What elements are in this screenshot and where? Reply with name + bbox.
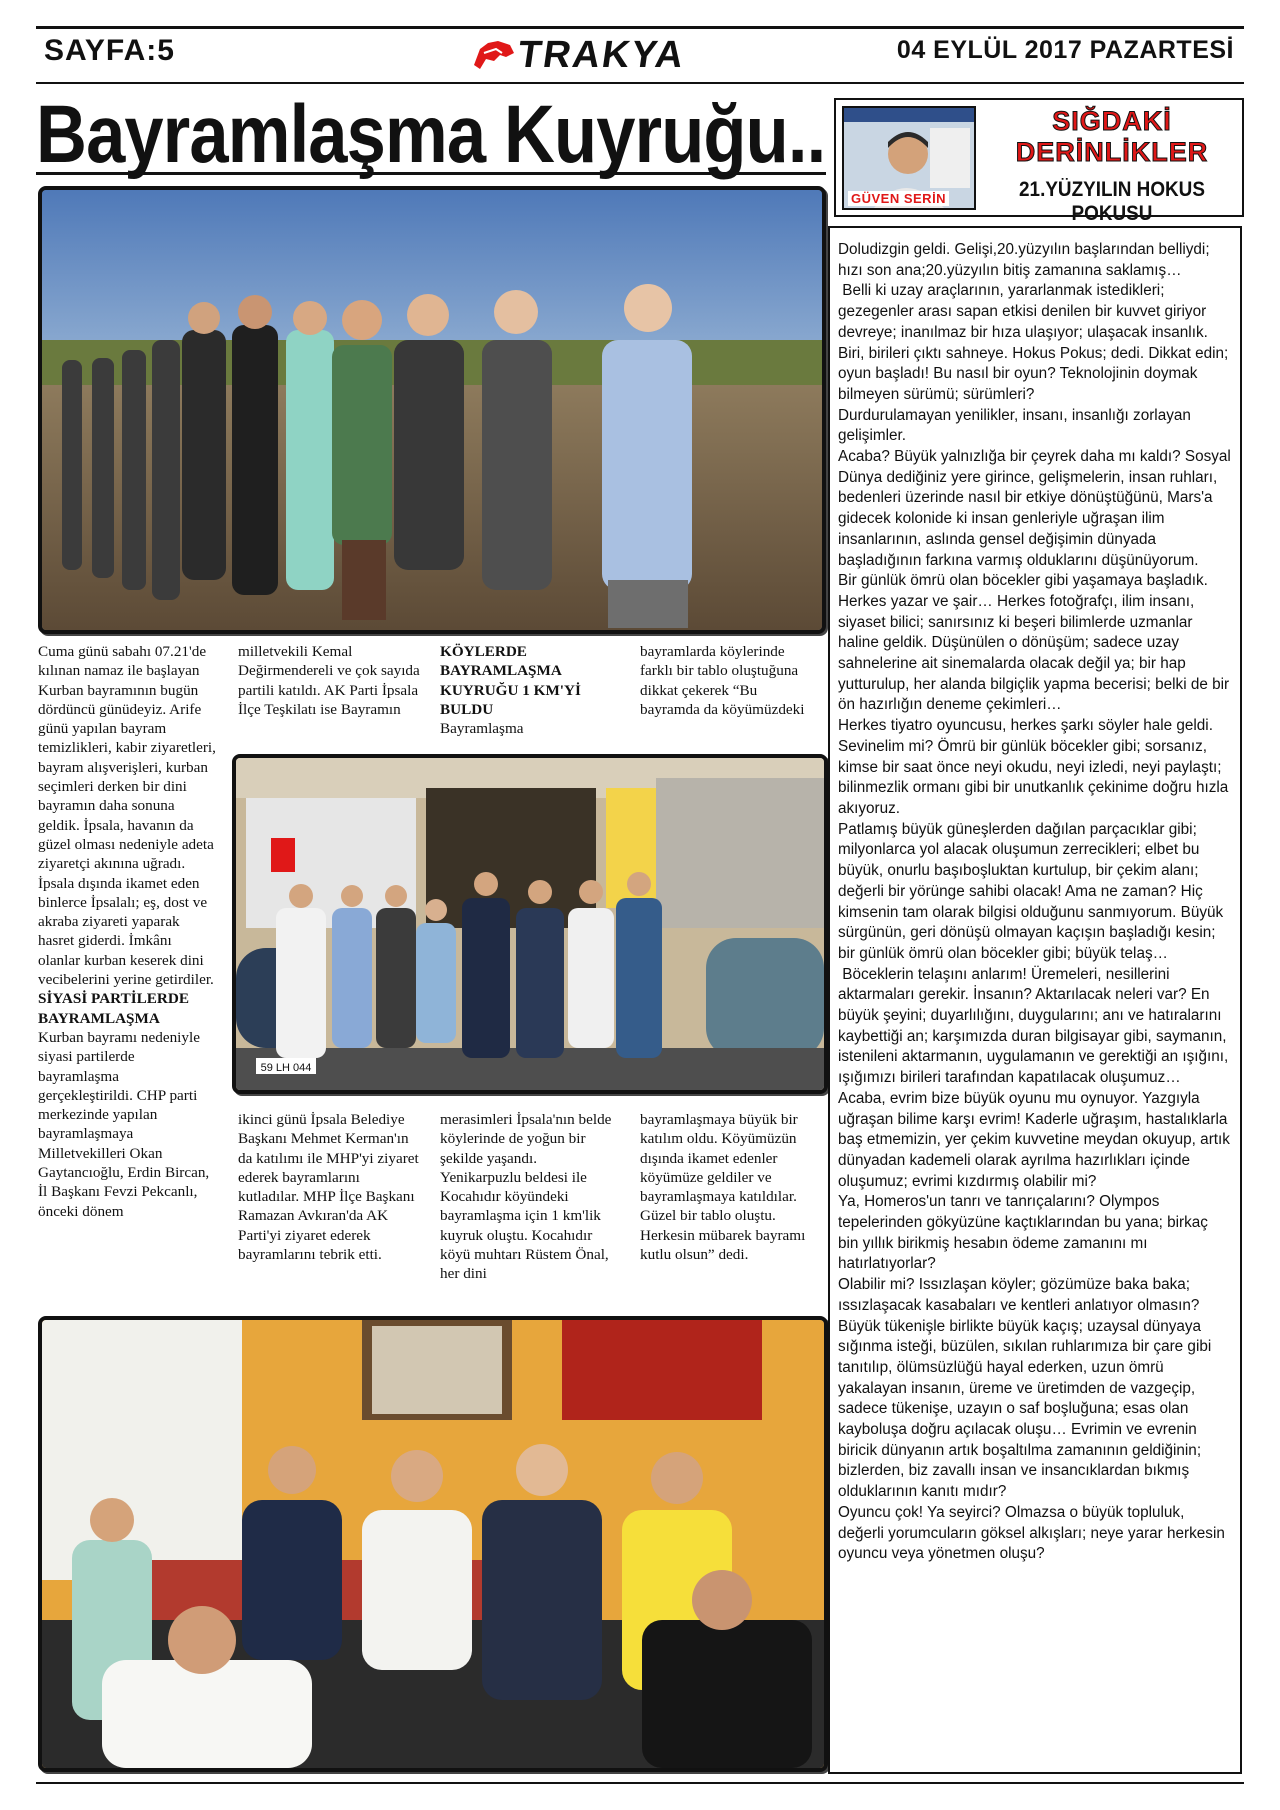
logo-wordmark: TRAKYA <box>515 33 688 76</box>
article-paragraph: Bayramlaşma <box>440 720 524 738</box>
author-name: GÜVEN SERİN <box>848 191 949 206</box>
article-col-3-cont <box>440 1110 620 1284</box>
article-paragraph: merasimleri İpsala'nın belde köylerinde de yoğun bir şekilde yaşandı. Yenikarpuzlu beldesi ile Kocahıdır köyündeki bayramlaşma için 1 km'lik kuyruk oluştu. Kocahıdır köyü muhtarı Rüstem Önal, her dini <box>440 1111 612 1283</box>
article-col-2-cont <box>238 1110 420 1264</box>
article-paragraph: milletvekili Kemal Değirmendereli ve çok sayıda partili katıldı. AK Parti İpsala İlçe Teşkilatı ise Bayramın <box>238 643 420 718</box>
essay-title: 21.YÜZYILIN HOKUS POKUSU <box>1019 178 1205 225</box>
article-col-4-cont <box>640 1110 820 1264</box>
column-section-title: SIĞDAKİ DERİNLİKLER <box>1015 106 1209 167</box>
article-col-4 <box>640 642 820 719</box>
article-paragraph: bayramlarda köylerinde farklı bir tablo oluştuğuna dikkat çekerek “Bu bayramda da köyümüzdeki <box>640 643 805 718</box>
article-subheading: KÖYLERDE BAYRAMLAŞMA KUYRUĞU 1 KM'Yİ BULDU <box>440 643 581 718</box>
article-paragraph: ikinci günü İpsala Belediye Başkanı Mehmet Kerman'ın da katılımı ile MHP'yi ziyaret ederek bayramlarını kutladılar. MHP İlçe Başkanı Ramazan Avkıran'da AK Parti'yi ziyaret ederek bayramlarını tebrik etti. <box>238 1111 419 1264</box>
bottom-rule <box>36 1782 1244 1784</box>
issue-date: 04 EYLÜL 2017 PAZARTESİ <box>896 36 1234 64</box>
trakya-map-icon <box>470 35 516 75</box>
masthead-logo <box>470 32 710 78</box>
article-paragraph: bayramlaşmaya büyük bir katılım oldu. Köyümüzün dışında ikamet edenler köyümüze geldiler ve bayramlaşmaya katıldılar. Güzel bir tablo oluştu. Herkesin mübarek bayramı kutlu olsun” dedi. <box>640 1111 806 1264</box>
top-rule <box>36 26 1244 29</box>
essay-body: Doludizgin geldi. Gelişi,20.yüzyılın başlarından belliydi; hızı son ana;20.yüzyılın bitiş zamanına saklamış… Belli ki uzay araçlarının, yararlanmak istedikleri; gezegenler arası sapan etkisi denilen bir kuvvet giriyor devreye; inanılmaz bir hıza ulaşıyor; ulaşacak insanlık. Biri, birileri çıktı sahneye. Hokus Pokus; dedi. Dikkat edin; oyun başladı! Bu nasıl bir oyun? Teknolojinin doymak bilmeyen sürümü; sürümleri? Durdurulamayan yenilikler, insanı, insanlığı zorlayan gelişimler. Acaba? Büyük yalnızlığa bir çeyrek daha mı kaldı? Sosyal Dünya dediğiniz yere girince, gelişmelerin, insan ruhları, bedenleri üzerinde nasıl bir etkiye dönüştüğünü, Mars'a gidecek kolonide ki insan genleriyle uğraşan ilim insanlarının, aslında gensel değişimin dünyada başladığının farkına varmış olduklarını düşünüyorum. Bir günlük ömrü olan böcekler gibi yaşamaya başladık. Herkes yazar ve şair… Herkes fotoğrafçı, ilim insanı, siyaset bilici; sanırsınız ki beşeri bilimlerde uzmanlar haline geldik. Düşünülen o dönüşüm; sadece uzay sahnelerine ait sinemalarda olacak değil ya; bir hap yutturulup, her alanda bilgiçlik yapma becerisi; belki de bir ön hazırlığın deneme çekimleri… Herkes tiyatro oyuncusu, herkes şarkı söyler hale geldi. Sevinelim mi? Ömrü bir günlük böcekler gibi; sorsanız, kimse bir saat önce neyi okudu, neyi izledi, neyi paylaştı; bilinmezlik ormanı gibi bir unutkanlık çekinime doğru hızla akıyoruz. Patlamış büyük güneşlerden dağılan parçacıklar gibi; milyonlarca yol alacak oluşumun zerrecikleri; elbet bu büyük, onurlu başıboşluktan kurtulup, bir çekim alanı; değerli bir yörünge sahibi olacak! Ama ne zaman? Hiç kimsenin tam olarak bilgisi olduğunu sanmıyorum. Büyük sürgünün, geri dönüşü olmayan kaçışın başladığı kesin; bir günlük ömrü olan böcekler gibi; büyük telaş… Böceklerin telaşını anlarım! Üremeleri, nesillerini aktarmaları gerekir. İnsanın? Aktarılacak neleri var? En büyük şeyini; duyarlılığını, duygularını; anı ve hatıralarını kaybettiği an; karşımızda duran bilgisayar gibi, saymanın, istenileni aktarmanın, uygulamanın ve gerektiği an ışığını, ışığımızı birileri tarafından kapatılacak oluşumuz… Acaba, evrim bize büyük oyunu mu oynuyor. Yazgıyla uğraşan bilime karşı evrim! Kaderle uğraşım, hastalıklarla baş etmemizin, yer çekim kuvvetine meydan okuyup, artık dünyadan kademeli olarak ayrılma hazırlıkları içinde oluşumuz; evrimi kızdırmış olabilir mi? Ya, Homeros'un tanrı ve tanrıçalarını? Olympos tepelerinden gökyüzüne kaçtıklarından bu yana; birkaç bin yıllık birikmiş hesabın ödeme zamanını mı hatırlatıyorlar? Olabilir mi? Issızlaşan köyler; gözümüze baka baka; ıssızlaşacak kasabaları ve kentleri anlatıyor olmasın? Büyük tükenişle birlikte büyük kaçış; uzaysal dünyaya sığınma isteği, büzülen, sıkılan ruhlarımıza bir çare gibi tanıtılıp, ölümsüzlüğü hayal ederken, uzun ömrü yakalayan insanın, üreme ve üretimden de vazgeçip, sadece tükenişe, uzayın o saf boşluğuna; esas olan kayboluşa doğru açılacak oluşu… Evrimin ve evrenin biricik dünyanın artık boşaltılma zamanının geldiğinin; bizlerden, biz zavallı insan ve insancıklardan bıkmış olduklarının kanıtı mıdır? Oyuncu çok! Ya seyirci? Olmazsa o büyük topluluk, değerli yorumcuların göksel alkışları; neye yarar herkesin oyuncu veya yönetmen oluşu? <box>838 241 1231 1563</box>
columnist-header <box>834 98 1244 225</box>
page-headline: Bayramlaşma Kuyruğu.. <box>36 89 826 180</box>
author-photo <box>842 106 976 210</box>
article-subheading: SİYASİ PARTİLERDE BAYRAMLAŞMA <box>38 990 189 1027</box>
article-col-3 <box>440 642 620 738</box>
page-number: SAYFA:5 <box>44 34 175 67</box>
article-paragraph: Cuma günü sabahı 07.21'de kılınan namaz ile başlayan Kurban bayramının bugün dördüncü günüdeyiz. Arife günü yapılan bayram temizlikleri, kabir ziyaretleri, bayram alışverişleri, kurban seçimleri derken bir dini bayramın daha sonuna geldik. İpsala, havanın da güzel olması nedeniyle adeta ziyaretçi akınına uğradı. İpsala dışında ikamet eden binlerce İpsalalı; eş, dost ve akraba ziyareti yaparak hasret giderdi. İmkânı olanlar kurban keserek dini vecibelerini yerine getirdiler. <box>38 643 216 989</box>
photo-indoor-visit <box>38 1316 828 1772</box>
photo-bayramlasma-line <box>38 186 826 634</box>
article-col-1 <box>38 642 216 1221</box>
photo-group-party <box>232 754 828 1094</box>
license-plate: 59 LH 044 <box>260 1062 312 1074</box>
article-col-2 <box>238 642 420 719</box>
essay-box <box>828 226 1242 1774</box>
header-rule <box>36 82 1244 84</box>
article-paragraph: Kurban bayramı nedeniyle siyasi partilerde bayramlaşma gerçekleştirildi. CHP parti merkezinde yapılan bayramlaşmaya Milletvekilleri Okan Gaytancıoğlu, Erdin Bircan, İl Başkanı Fevzi Pekcanlı, önceki dönem <box>38 1028 210 1220</box>
